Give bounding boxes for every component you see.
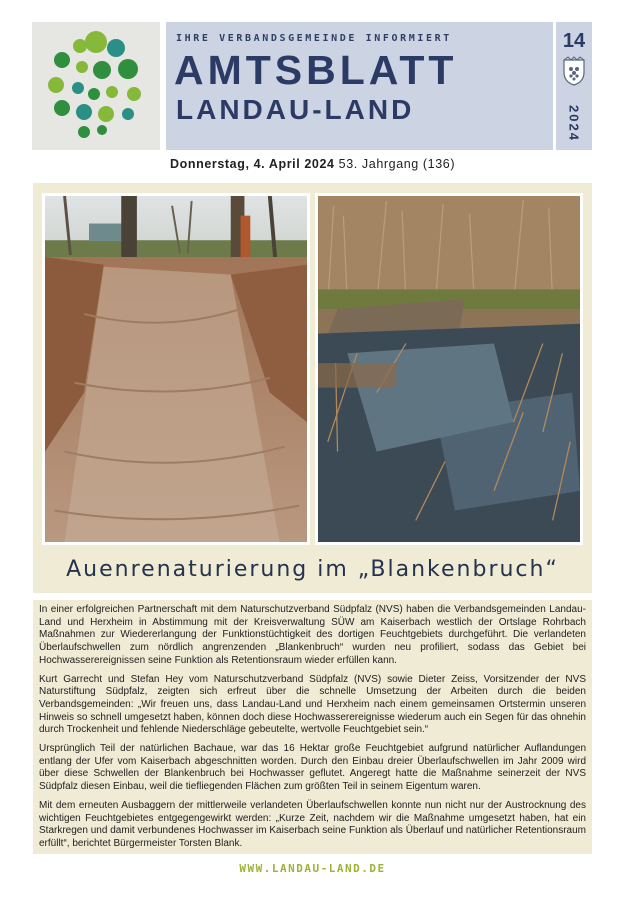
masthead: [166, 22, 553, 150]
article-headline: Auenrenaturierung im „Blankenbruch“: [66, 557, 559, 582]
article-paragraph: In einer erfolgreichen Partnerschaft mit dem Naturschutzverband Südpfalz (NVS) haben die Verbandsgemeinden Landau-Land und Herxheim in Abstimmung mit der Kreisverwaltung SÜW am Kaiserbach westlich der Ortslage Rohrbach Maßnahmen zur Wiedererlangung der Funktionstüchtigkeit des dortigen Feuchtgebiets durchgeführt. Die verlandeten Überlaufschwellen zum nördlich angrenzenden „Blankenbruch“ wurden neu profiliert, sodass das Gebiet bei Hochwasserereignissen seine Funktion als Retentionsraum wieder erfüllen kann.: [39, 604, 586, 666]
article-paragraph: Ursprünglich Teil der natürlichen Bachaue, war das 16 Hektar große Feuchtgebiet aufgrund natürlicher Auflandungen entlang der Ufer vom Kaiserbach abgeschnitten worden. Durch den Einbau dreier Überlaufschwellen im Jahr 2009 wird über diese Schwellen der Blankenbruch bei Hochwasser geflutet. Angeregt hatte die Maßnahme seinerzeit der NVS Südpfalz diesen Einbau, weil die tiefliegenden Flächen zum größten Teil in seinem Eigentum waren.: [39, 743, 586, 793]
logo: [32, 22, 160, 150]
article-paragraph: Mit dem erneuten Ausbaggern der mittlerweile verlandeten Überlaufschwellen konnte nun nicht nur der Austrocknung des wichtigen Feuchtgebietes entgegengewirkt werden: „Kurze Zeit, nachdem wir die Maßnahme umgesetzt haben, hat ein Starkregen und damit verbundenes Hochwasser im Kaiserbach seine Funktion als Überlauf und natürlicher Retentionsraum erfüllt“, berichtet Bürgermeister Torsten Blank.: [39, 799, 586, 849]
website-link[interactable]: WWW.LANDAU-LAND.DE: [239, 862, 386, 875]
photo-frame: [33, 183, 592, 553]
coat-of-arms-icon: [562, 56, 586, 86]
issue-year: [560, 98, 588, 148]
masthead-kicker: IHRE VERBANDSGEMEINDE INFORMIERT: [176, 33, 452, 44]
dateline: [170, 157, 455, 171]
headline-band: [33, 553, 592, 593]
issue-date: Donnerstag, 4. April 2024: [170, 157, 335, 171]
dot-cluster-logo-icon: [32, 22, 160, 150]
issue-box: [556, 22, 592, 150]
masthead-subtitle: LANDAU-LAND: [176, 94, 415, 125]
excavated-channel-photo: [42, 193, 310, 545]
article-body: [33, 600, 592, 854]
volume-info: 53. Jahrgang (136): [338, 157, 456, 171]
masthead-title: AMTSBLATT: [174, 47, 458, 93]
issue-number: 14: [562, 30, 586, 52]
issue-year-text: 2024: [566, 105, 582, 142]
wetland-pond-photo: [315, 193, 583, 545]
article-paragraph: Kurt Garrecht und Stefan Hey vom Naturschutzverband Südpfalz (NVS) sowie Dieter Zeiss, Vorsitzender der NVS Naturstiftung Südpfalz, zeigten sich erfreut über die schnelle Umsetzung der Arbeiten durch die beiden Verbandsgemeinden: „Wir freuen uns, dass Landau-Land und Herxheim nach einem gemeinsamen Ortstermin unseren Hinweis so schnell umgesetzt haben, können doch diese Hochwasserereignisse wiederum auch ein Segen für das ohnehin durch Trockenheit und fehlende Niederschläge gebeutelte, wertvolle Feuchtgebiet sein.“: [39, 673, 586, 736]
